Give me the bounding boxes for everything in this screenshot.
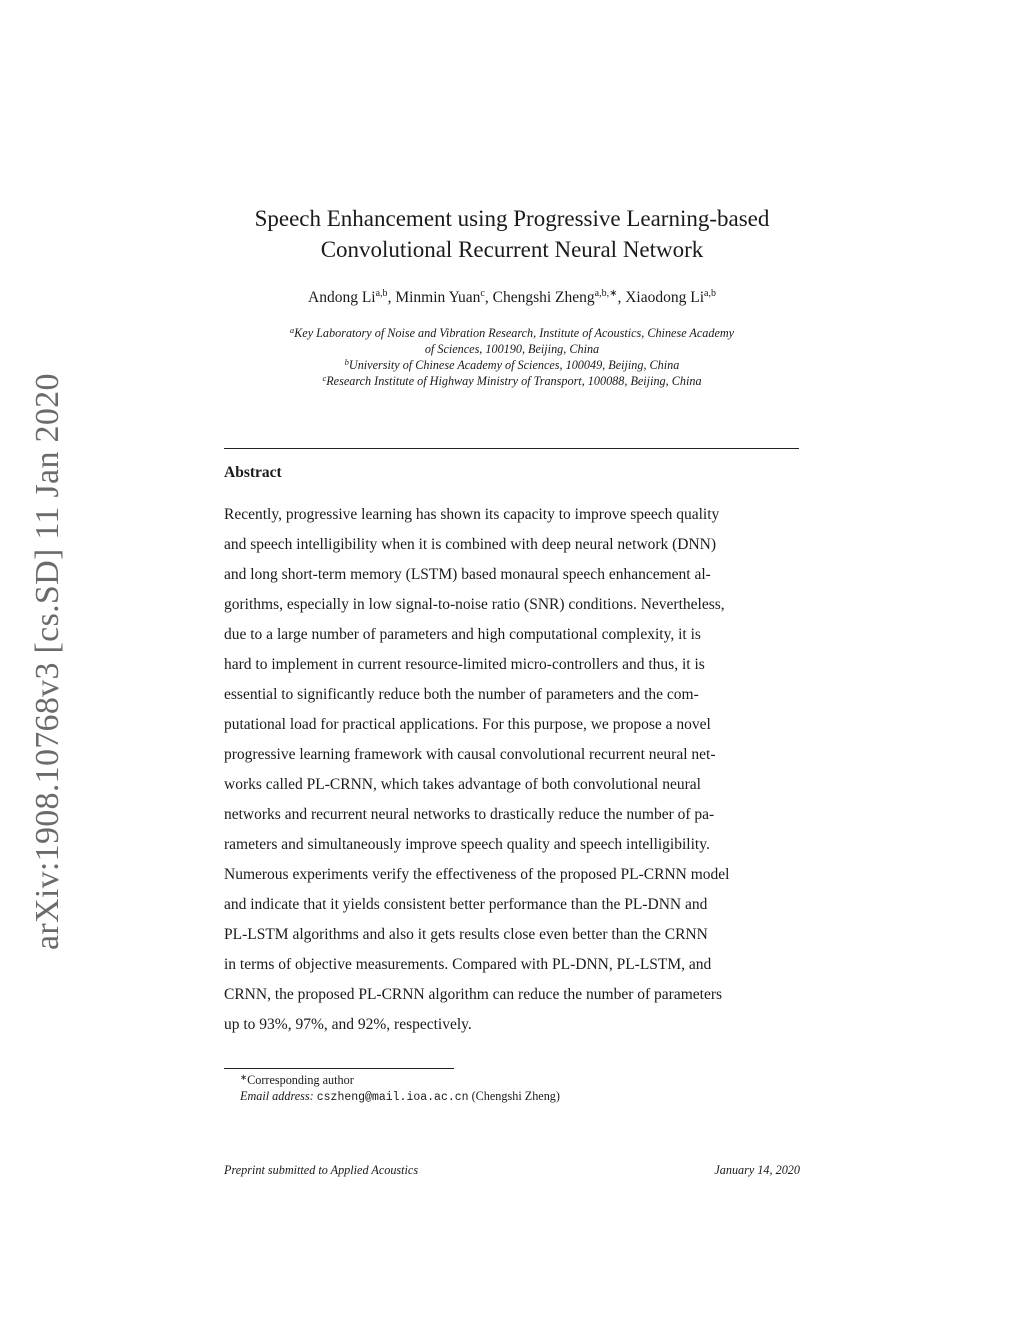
author-separator: , — [617, 289, 626, 306]
email-link[interactable]: cszheng@mail.ioa.ac.cn — [316, 1091, 469, 1104]
affiliation-a-line-1: Key Laboratory of Noise and Vibration Research, Institute of Acoustics, Chinese Academy — [294, 326, 735, 340]
affiliation-mark: a — [289, 325, 295, 335]
affiliation-mark: b — [344, 357, 349, 367]
abstract-line: PL-LSTM algorithms and also it gets results close even better than the CRNN — [224, 926, 708, 943]
affiliation-b-text: University of Chinese Academy of Sciences, 100049, Beijing, China — [348, 358, 680, 372]
abstract-line: rameters and simultaneously improve speech quality and speech intelligibility. — [224, 836, 710, 853]
abstract-line: gorithms, especially in low signal-to-noise ratio (SNR) conditions. Nevertheless, — [224, 596, 725, 613]
abstract-body — [224, 500, 799, 1040]
abstract-line: CRNN, the proposed PL-CRNN algorithm can reduce the number of parameters — [224, 986, 723, 1003]
footnote-mark: ∗ — [240, 1072, 248, 1082]
email-owner: (Chengshi Zheng) — [471, 1089, 560, 1103]
abstract-top-rule — [224, 448, 799, 449]
email-label: Email address: — [240, 1089, 314, 1103]
abstract-line: putational load for practical applications. For this purpose, we propose a novel — [224, 716, 711, 733]
title-line-1: Speech Enhancement using Progressive Learning-based — [254, 206, 770, 231]
author-affiliation-mark: a,b,∗ — [594, 288, 618, 299]
abstract-heading: Abstract — [224, 464, 282, 481]
abstract-line: networks and recurrent neural networks to drastically reduce the number of pa- — [224, 806, 715, 823]
abstract-line: up to 93%, 97%, and 92%, respectively. — [224, 1016, 472, 1033]
abstract-line: essential to significantly reduce both the number of parameters and the com- — [224, 686, 699, 703]
author-name: Chengshi Zheng — [492, 289, 595, 306]
author-name: Andong Li — [308, 289, 376, 306]
affiliation-c — [200, 373, 824, 389]
affiliation-a-line-2: of Sciences, 100190, Beijing, China — [424, 342, 600, 356]
corresponding-author-label: Corresponding author — [247, 1073, 354, 1087]
footnote-rule — [224, 1068, 454, 1069]
author-affiliation-mark: c — [480, 288, 485, 299]
affiliation-b — [200, 357, 824, 373]
affiliation-a — [200, 325, 824, 341]
title-line-2: Convolutional Recurrent Neural Network — [320, 237, 704, 262]
email-line — [240, 1088, 560, 1106]
author-affiliation-mark: a,b — [375, 288, 388, 299]
author-separator: , — [387, 289, 396, 306]
abstract-line: in terms of objective measurements. Compared with PL-DNN, PL-LSTM, and — [224, 956, 712, 973]
corresponding-author-note — [240, 1072, 560, 1088]
abstract-line: and long short-term memory (LSTM) based monaural speech enhancement al- — [224, 566, 711, 583]
author-list — [200, 287, 824, 309]
abstract-line: works called PL-CRNN, which takes advantage of both convolutional neural — [224, 776, 701, 793]
abstract-line: hard to implement in current resource-limited micro-controllers and thus, it is — [224, 656, 705, 673]
affiliations — [200, 325, 824, 389]
affiliation-c-text: Research Institute of Highway Ministry of Transport, 100088, Beijing, China — [326, 374, 702, 388]
footnote — [240, 1072, 560, 1106]
abstract-line: Recently, progressive learning has shown its capacity to improve speech quality — [224, 506, 720, 523]
abstract-line: Numerous experiments verify the effectiveness of the proposed PL-CRNN model — [224, 866, 730, 883]
author-name: Xiaodong Li — [625, 289, 705, 306]
abstract-line: and speech intelligibility when it is combined with deep neural network (DNN) — [224, 536, 717, 553]
author-name: Minmin Yuan — [395, 289, 481, 306]
arxiv-identifier-stamp: arXiv:1908.10768v3 [cs.SD] 11 Jan 2020 — [29, 373, 66, 950]
author-affiliation-mark: a,b — [704, 288, 716, 299]
affiliation-mark: c — [322, 373, 327, 383]
author-separator: , — [484, 289, 493, 306]
abstract-line: and indicate that it yields consistent better performance than the PL-DNN and — [224, 896, 708, 913]
paper-title — [200, 203, 824, 265]
abstract-line: due to a large number of parameters and high computational complexity, it is — [224, 626, 701, 643]
preprint-date: January 14, 2020 — [714, 1163, 800, 1177]
abstract-line: progressive learning framework with causal convolutional recurrent neural net- — [224, 746, 716, 763]
preprint-note: Preprint submitted to Applied Acoustics — [224, 1163, 419, 1177]
